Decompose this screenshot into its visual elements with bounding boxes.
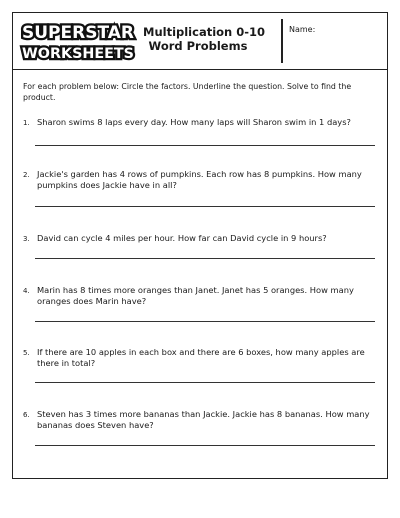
problem-text: David can cycle 4 miles per hour. How far can David cycle in 9 hours? [37,233,327,243]
problem-text: Jackie's garden has 4 rows of pumpkins. Each row has 8 pumpkins. How many pumpkins does Jackie have in all? [37,169,362,190]
problem-3 [23,233,373,244]
problem-1 [23,117,373,128]
problem-text: Steven has 3 times more bananas than Jackie. Jackie has 8 bananas. How many bananas does Steven have? [37,409,370,430]
worksheet-title [143,25,266,53]
worksheet-page [12,12,388,479]
problem-5 [23,347,373,369]
answer-line-3[interactable] [35,258,375,259]
title-line-1: Multiplication 0-10 [143,25,266,39]
instructions-text: For each problem below: Circle the factors. Underline the question. Solve to find the product. [23,82,352,102]
problem-number: 2. [23,171,30,179]
header-divider [281,19,283,63]
problem-text: Sharon swims 8 laps every day. How many laps will Sharon swim in 1 days? [37,117,351,127]
problem-4 [23,285,373,307]
problem-text: Marin has 8 times more oranges than Janet. Janet has 5 oranges. How many oranges does Marin have? [37,285,354,306]
logo-line-2: WORKSHEETS [22,46,134,62]
answer-line-4[interactable] [35,321,375,322]
problem-6 [23,409,373,431]
problem-2 [23,169,373,191]
problem-number: 4. [23,287,30,295]
problem-number: 1. [23,119,30,127]
answer-line-2[interactable] [35,206,375,207]
answer-line-6[interactable] [35,445,375,446]
problem-number: 5. [23,349,30,357]
answer-line-1[interactable] [35,145,375,146]
title-line-2: Word Problems [148,39,248,53]
problem-number: 6. [23,411,30,419]
problem-text: If there are 10 apples in each box and there are 6 boxes, how many apples are there in total? [37,347,365,368]
logo-line-1: SUPERSTAR [22,23,135,42]
name-label: Name: [289,25,316,34]
answer-line-5[interactable] [35,382,375,383]
worksheet-header [13,13,387,70]
superstar-worksheets-logo [19,19,137,63]
problem-number: 3. [23,235,30,243]
